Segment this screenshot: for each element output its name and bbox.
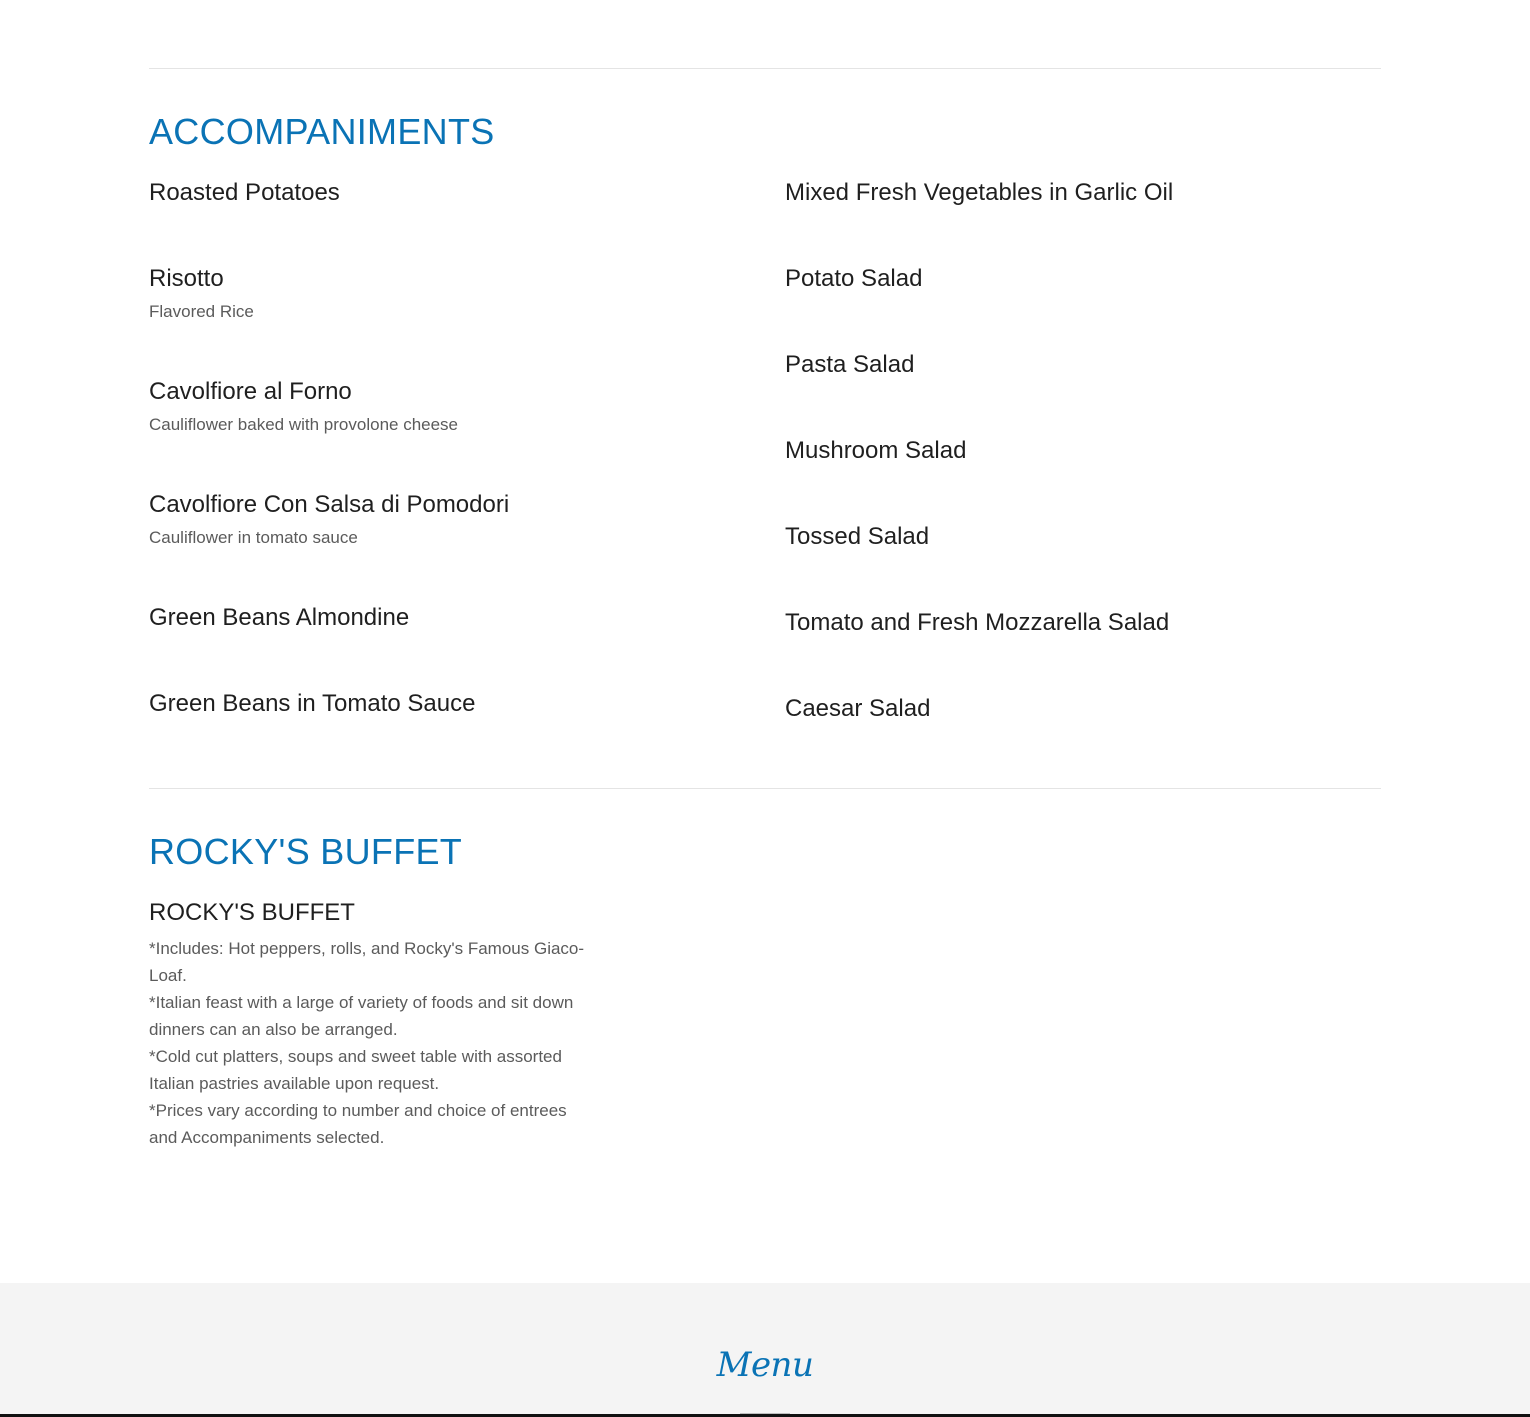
menu-item-name: Cavolfiore al Forno — [149, 378, 352, 405]
menu-item-roasted-potatoes — [149, 179, 340, 207]
menu-item-green-beans-almondine — [149, 604, 409, 632]
menu-item-name: Mixed Fresh Vegetables in Garlic Oil — [785, 179, 1174, 206]
section-divider-buffet — [149, 788, 1381, 789]
menu-item-caesar-salad — [785, 695, 930, 723]
buffet-note: *Prices vary according to number and choice of entrees and Accompaniments selected. — [149, 1101, 567, 1147]
menu-item-description: Flavored Rice — [149, 302, 254, 321]
menu-item-potato-salad — [785, 265, 922, 293]
buffet-note: *Cold cut platters, soups and sweet table with assorted Italian pastries available upon request. — [149, 1047, 562, 1093]
accompaniments-title: ACCOMPANIMENTS — [149, 111, 495, 152]
menu-item-pasta-salad — [785, 351, 914, 379]
buffet-notes — [149, 935, 589, 1151]
menu-item-name: Green Beans in Tomato Sauce — [149, 690, 476, 717]
buffet-title: ROCKY'S BUFFET — [149, 831, 463, 872]
menu-item-mixed-vegetables — [785, 179, 1173, 207]
footer-menu-link[interactable]: Menu — [716, 1345, 814, 1385]
menu-item-name: Mushroom Salad — [785, 437, 967, 464]
buffet-note: *Italian feast with a large of variety of foods and sit down dinners can an also be arranged. — [149, 993, 574, 1039]
menu-item-description: Cauliflower in tomato sauce — [149, 528, 358, 547]
menu-item-name: Risotto — [149, 265, 224, 292]
menu-item-name: Caesar Salad — [785, 695, 931, 722]
menu-item-name: Green Beans Almondine — [149, 604, 410, 631]
menu-item-description: Cauliflower baked with provolone cheese — [149, 415, 459, 434]
menu-item-tossed-salad — [785, 523, 929, 551]
section-divider-top — [149, 68, 1381, 69]
menu-item-name: Cavolfiore Con Salsa di Pomodori — [149, 491, 510, 518]
menu-item-rockys-buffet — [149, 899, 355, 927]
menu-item-cavolfiore-con-salsa — [149, 491, 509, 549]
menu-item-name: Roasted Potatoes — [149, 179, 340, 206]
menu-item-name: Potato Salad — [785, 265, 923, 292]
menu-item-tomato-mozzarella-salad — [785, 609, 1169, 637]
menu-item-risotto — [149, 265, 254, 323]
menu-item-name: Tossed Salad — [785, 523, 930, 550]
menu-item-name: Tomato and Fresh Mozzarella Salad — [785, 609, 1170, 636]
menu-item-cavolfiore-al-forno — [149, 378, 458, 436]
footer — [0, 1283, 1530, 1417]
menu-item-mushroom-salad — [785, 437, 966, 465]
menu-item-name: ROCKY'S BUFFET — [149, 899, 355, 926]
buffet-note: *Includes: Hot peppers, rolls, and Rocky's Famous Giaco-Loaf. — [149, 939, 585, 985]
menu-item-name: Pasta Salad — [785, 351, 915, 378]
menu-item-green-beans-tomato — [149, 690, 475, 718]
